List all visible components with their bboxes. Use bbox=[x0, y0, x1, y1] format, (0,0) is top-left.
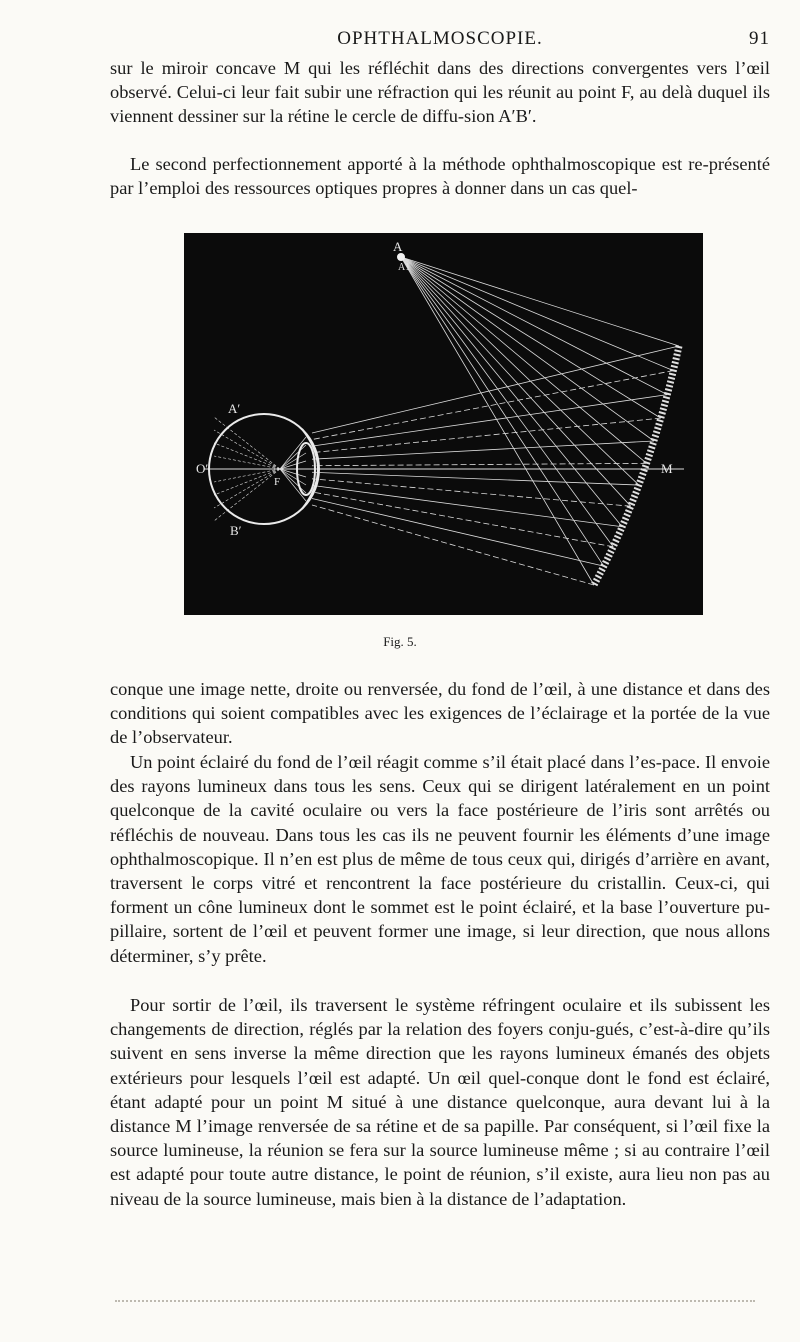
label-m: M bbox=[661, 461, 673, 476]
ray-line bbox=[312, 418, 661, 453]
ray-line bbox=[214, 417, 280, 469]
ray-line bbox=[401, 257, 673, 371]
label-a: A bbox=[393, 239, 403, 254]
ray-line bbox=[401, 257, 679, 346]
label-a1: A1 bbox=[398, 262, 411, 273]
light-rays bbox=[204, 257, 684, 585]
paragraph-3: conque une image nette, droite ou renversée, du fond de l’œil, à une distance et dans des conditions qui soient compatibles avec les exigences de l’éclairage et la portée de la vue de l’observateur. bbox=[110, 679, 770, 748]
ray-line bbox=[214, 430, 280, 469]
label-a-prime: A′ bbox=[228, 401, 241, 416]
figure-ophthalmoscope-diagram bbox=[184, 233, 703, 615]
ray-line bbox=[401, 257, 613, 547]
ray-line bbox=[401, 257, 661, 418]
label-o-prime: O′ bbox=[196, 461, 209, 476]
ray-line bbox=[401, 257, 622, 527]
label-f: F bbox=[274, 476, 281, 488]
ray-line bbox=[280, 469, 306, 501]
diagram-svg bbox=[184, 233, 703, 615]
ray-line bbox=[312, 463, 647, 465]
ray-line bbox=[401, 257, 639, 485]
label-b-prime: B′ bbox=[230, 523, 242, 538]
running-head bbox=[110, 28, 770, 52]
paragraph-4: Un point éclairé du fond de l’œil réagit comme s’il était placé dans l’es-pace. Il envoie des rayons lumineux dans tous les sens. Ceux qui se dirigent latéralement en un point quelconque de la cavité oculaire ou vers la face postérieure de l’iris sont arrêtés ou réfléchis de nouveau. Dans tous les cas ils ne peuvent fournir les éléments d’une image ophthalmoscopique. Il n’en est plus de même de tous ceux qui, dirigés d’arrière en avant, traversent le corps vitré et rencontrent la face postérieure du cristallin. Ceux-ci, qui forment un cône lumineux dont le sommet est le point éclairé, et la base l’ouverture pu-pillaire, sortent de l’œil et peuvent former une image, si leur direction, que nous allons déterminer, s’y prête. bbox=[110, 752, 770, 966]
footer-rule bbox=[115, 1300, 755, 1302]
ray-line bbox=[280, 469, 306, 493]
ray-line bbox=[401, 257, 594, 585]
ray-line bbox=[214, 469, 280, 495]
ray-line bbox=[280, 445, 306, 469]
ray-line bbox=[280, 453, 306, 469]
ray-line bbox=[214, 456, 280, 469]
paragraph-5: Pour sortir de l’œil, ils traversent le système réfringent oculaire et ils subissent les changements de direction, réglés par la relation des foyers conju-gués, c’est-à-dire qu’ils suivent en sens inverse la même direction que les rayons lumineux émanés des objets extérieurs pour lesquels l’œil est adapté. Un œil quel-conque dont le fond est éclairé, étant adapté pour un point M situé à une distance quelconque, aura devant lui à la distance M l’image renversée de sa rétine et de sa papille. Par conséquent, si l’œil fixe la source lumineuse, la réunion se fera sur la source lumineuse même ; si au contraire l’œil est adapté pour toute autre distance, le point de réunion, s’il existe, aura lieu non pas au niveau de la source lumineuse, mais bien à la distance de l’adaptation. bbox=[110, 995, 770, 1209]
ray-line bbox=[280, 469, 306, 485]
ray-line bbox=[214, 469, 280, 482]
paragraph-1: sur le miroir concave M qui les réfléchit dans des directions convergentes vers l’œil observé. Celui-ci leur fait subir une réfraction qui les réunit au point F, au delà duquel ils viennent dessiner sur la rétine le cercle de diffu-sion A′B′. bbox=[110, 58, 770, 127]
light-source-dot bbox=[397, 253, 405, 261]
ray-line bbox=[401, 257, 667, 395]
running-title: OPHTHALMOSCOPIE. bbox=[337, 28, 543, 49]
ray-line bbox=[401, 257, 604, 566]
figure-caption: Fig. 5. bbox=[383, 634, 417, 649]
page-number: 91 bbox=[749, 28, 770, 49]
ray-line bbox=[214, 469, 280, 508]
paragraph-2: Le second perfectionnement apporté à la méthode ophthalmoscopique est re-présenté par l’emploi des ressources optiques propres à donner dans un cas quel- bbox=[110, 154, 770, 199]
ray-line bbox=[214, 469, 280, 521]
ray-line bbox=[312, 371, 673, 440]
ray-line bbox=[312, 498, 604, 566]
ray-line bbox=[214, 443, 280, 469]
ray-line bbox=[280, 437, 306, 469]
ray-line bbox=[401, 257, 647, 463]
ray-line bbox=[401, 257, 654, 441]
